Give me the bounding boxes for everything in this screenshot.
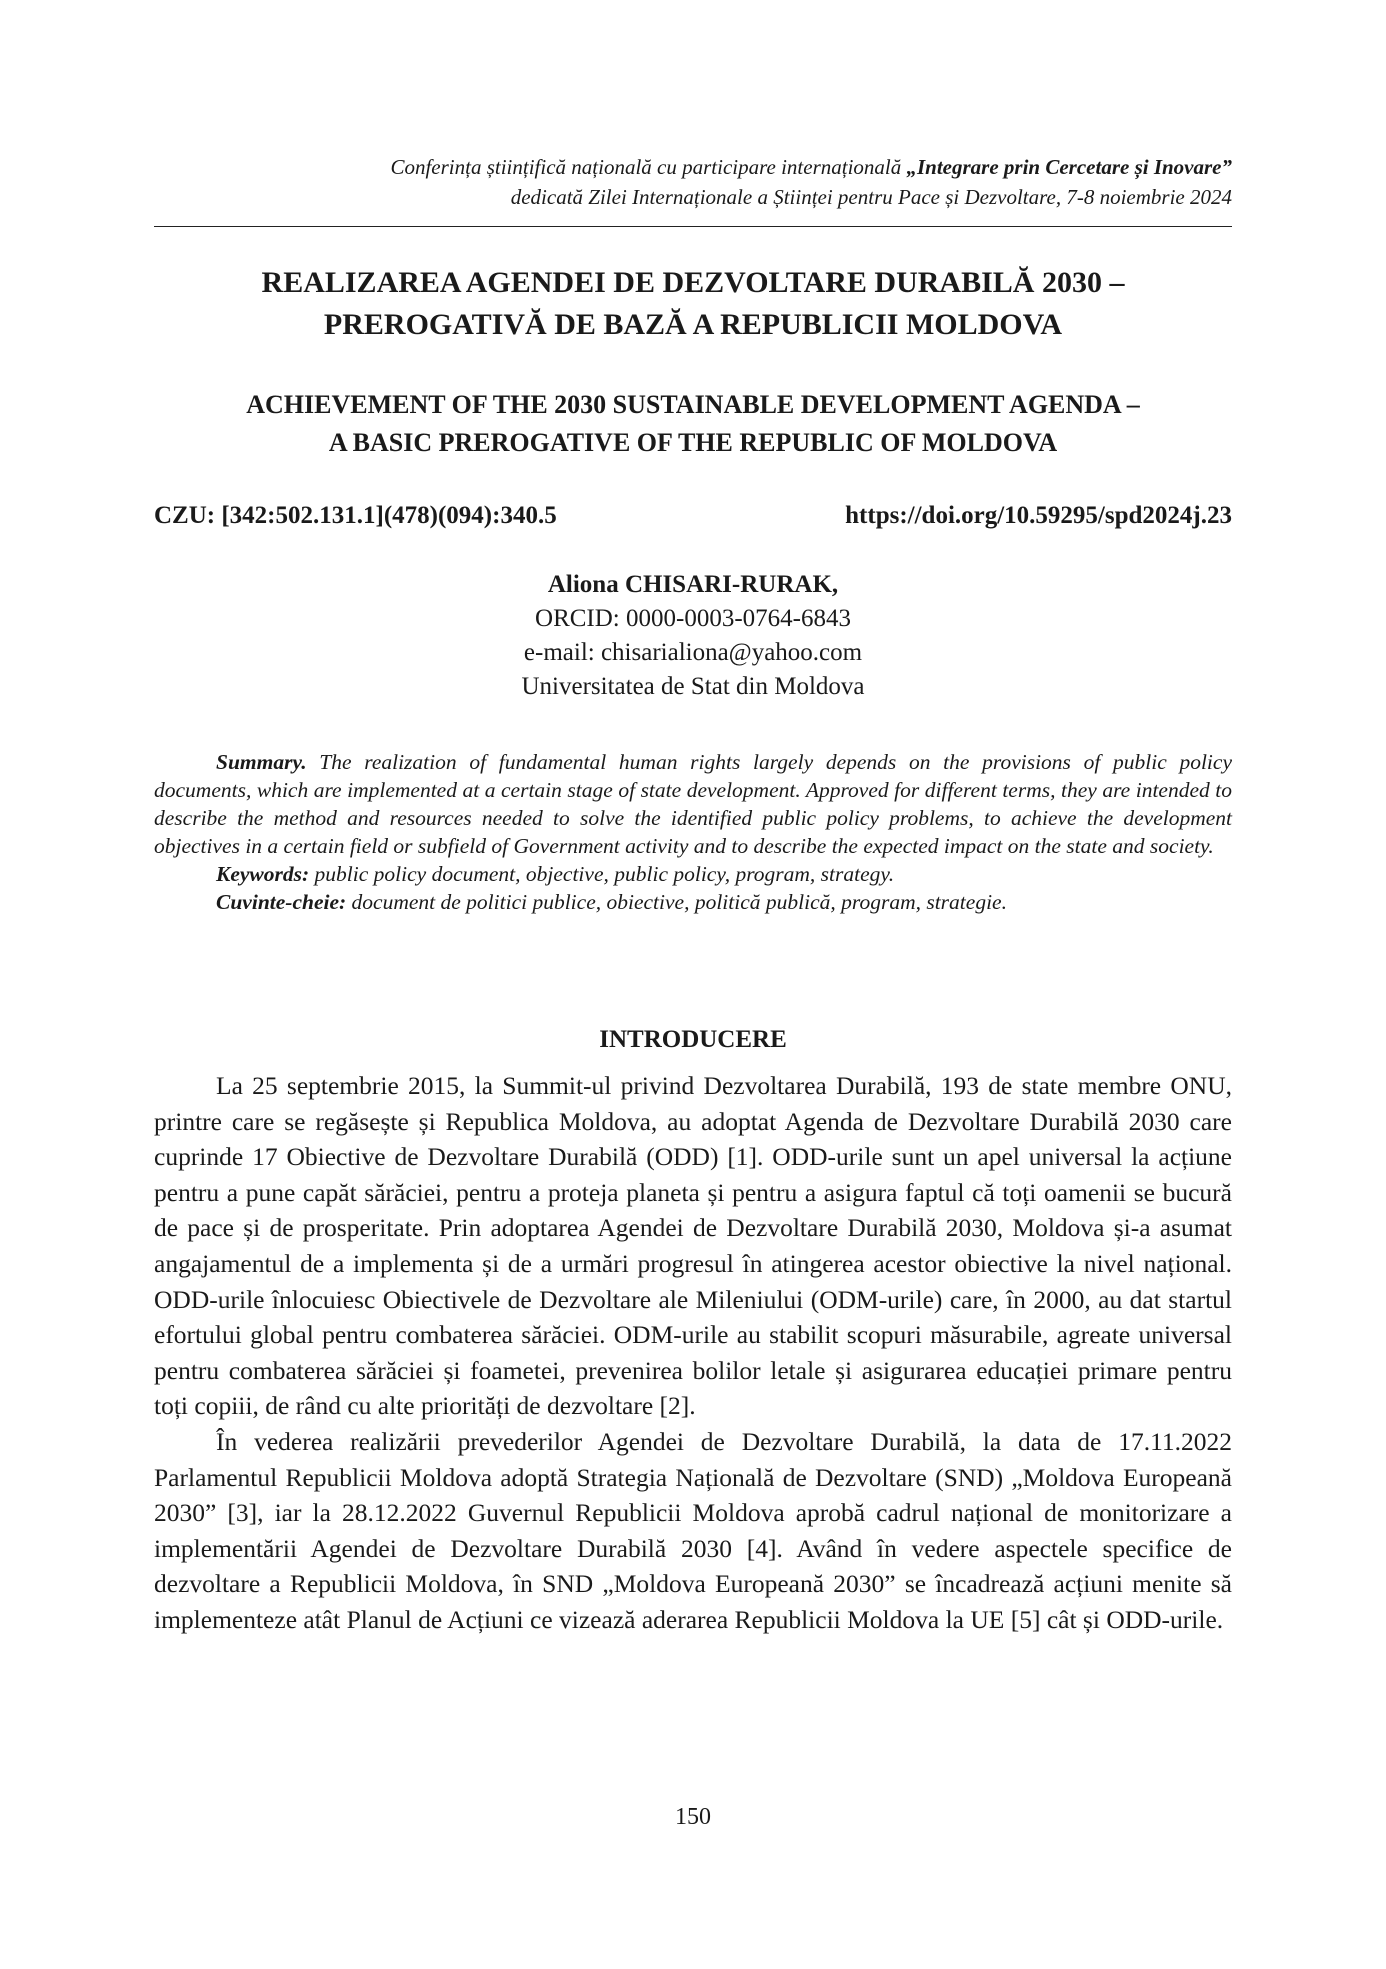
conference-header-line-2: dedicată Zilei Internaționale a Științei pentru Pace și Dezvoltare, 7-8 noiembrie 2024 (510, 185, 1232, 209)
author-name: Aliona CHISARI-RURAK, (547, 571, 839, 598)
author-orcid: ORCID: 0000-0003-0764-6843 (535, 605, 851, 632)
author-affiliation: Universitatea de Stat din Moldova (521, 673, 865, 700)
cuvinte-cheie-paragraph (154, 888, 1232, 916)
cuvinte-cheie-label: Cuvinte-cheie: (216, 890, 347, 914)
title-english-line-1: ACHIEVEMENT OF THE 2030 SUSTAINABLE DEVELOPMENT AGENDA – (246, 390, 1140, 419)
conference-header-line-1 (154, 152, 1232, 182)
abstract-block (154, 748, 1232, 916)
conference-header (154, 152, 1232, 212)
body-text (154, 1068, 1232, 1638)
author-email[interactable]: e-mail: chisarialiona@yahoo.com (523, 639, 863, 666)
cuvinte-cheie-text: document de politici publice, obiective, politică publică, program, strategie. (346, 890, 1007, 914)
summary-paragraph (154, 748, 1232, 860)
title-romanian-line-1: REALIZAREA AGENDEI DE DEZVOLTARE DURABILĂ 2030 – (261, 266, 1125, 299)
author-block (154, 568, 1232, 704)
title-romanian-line-2: PREROGATIVĂ DE BAZĂ A REPUBLICII MOLDOVA (323, 308, 1063, 341)
doi-link[interactable]: https://doi.org/10.59295/spd2024j.23 (845, 502, 1232, 529)
page-number: 150 (675, 1804, 711, 1830)
keywords-text: public policy document, objective, public policy, program, strategy. (309, 862, 895, 886)
title-romanian (154, 262, 1232, 346)
conference-name: Conferința științifică națională cu participare internațională (390, 155, 907, 179)
keywords-label: Keywords: (216, 862, 310, 886)
keywords-paragraph (154, 860, 1232, 888)
title-english (154, 386, 1232, 462)
title-english-line-2: A BASIC PREROGATIVE OF THE REPUBLIC OF MOLDOVA (328, 428, 1058, 457)
section-heading: INTRODUCERE (599, 1026, 787, 1053)
classification-row (154, 498, 1232, 534)
summary-label: Summary. (216, 750, 307, 774)
header-divider (154, 226, 1232, 227)
summary-text: The realization of fundamental human rights largely depends on the provisions of public policy documents, which are implemented at a certain stage of state development. Approved for different terms, they are intended to describe the method and resources needed to solve the identified public policy problems, to achieve the development objectives in a certain field or subfield of Government activity and to describe the expected impact on the state and society. (154, 750, 1232, 858)
body-paragraph-1: La 25 septembrie 2015, la Summit-ul privind Dezvoltarea Durabilă, 193 de state membre ONU, printre care se regăsește și Republica Moldova, au adoptat Agenda de Dezvoltare Durabilă 2030 care cuprinde 17 Obiective de Dezvoltare Durabilă (ODD) [1]. ODD-urile sunt un apel universal la acțiune pentru a pune capăt sărăciei, pentru a proteja planeta și pentru a asigura faptul că toți oamenii se bucură de pace și de prosperitate. Prin adoptarea Agendei de Dezvoltare Durabilă 2030, Moldova și-a asumat angajamentul de a implementa și de a urmări progresul în atingerea acestor obiective la nivel național. ODD-urile înlocuiesc Obiectivele de Dezvoltare ale Mileniului (ODM-urile) care, în 2000, au dat startul efortului global pentru combaterea sărăciei. ODM-urile au stabilit scopuri măsurabile, agreate universal pentru combaterea sărăciei și foametei, prevenirea bolilor letale și asigurarea educației primare pentru toți copiii, de rând cu alte priorități de dezvoltare [2]. (154, 1071, 1232, 1421)
czu-code: CZU: [342:502.131.1](478)(094):340.5 (154, 502, 557, 529)
conference-title: „Integrare prin Cercetare și Inovare” (906, 155, 1232, 179)
body-paragraph-2: În vederea realizării prevederilor Agendei de Dezvoltare Durabilă, la data de 17.11.2022 Parlamentul Republicii Moldova adoptă Strategia Națională de Dezvoltare (SND) „Moldova Europeană 2030” [3], iar la 28.12.2022 Guvernul Republicii Moldova aprobă cadrul național de monitorizare a implementării Agendei de Dezvoltare Durabilă 2030 [4]. Având în vedere aspectele specifice de dezvoltare a Republicii Moldova, în SND „Moldova Europeană 2030” se încadrează acțiuni menite să implementeze atât Planul de Acțiuni ce vizează aderarea Republicii Moldova la UE [5] cât și ODD-urile. (154, 1426, 1232, 1634)
